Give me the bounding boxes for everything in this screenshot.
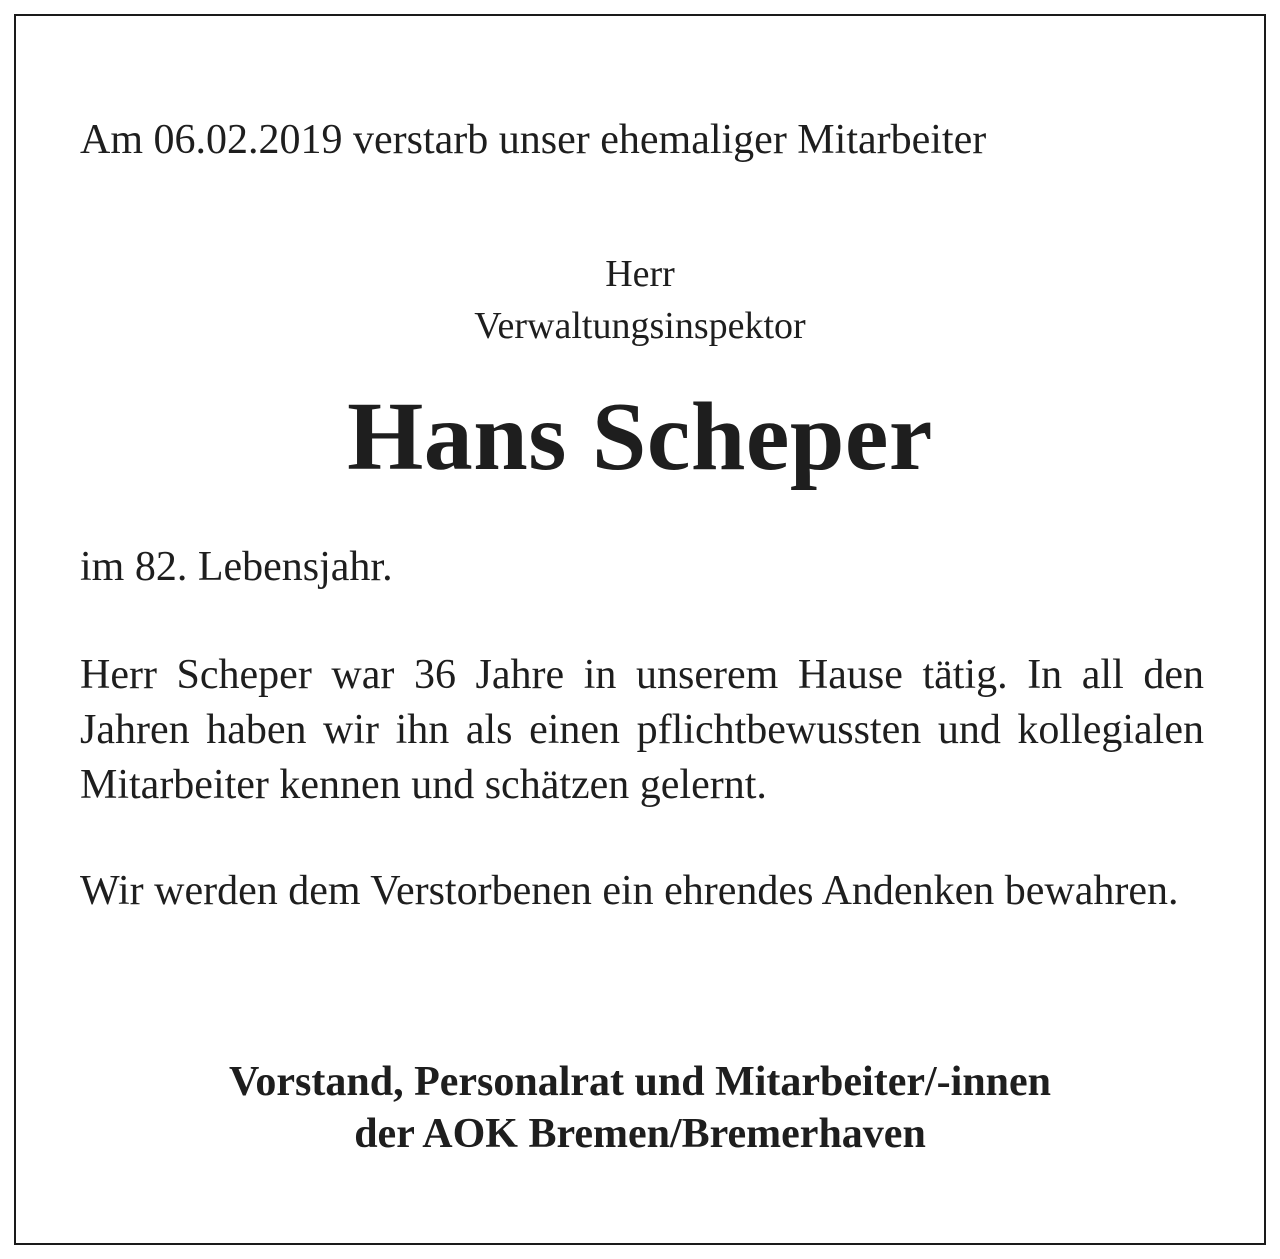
service-paragraph: Herr Scheper war 36 Jahre in unserem Hause tätig. In all den Jahren haben wir ihn als einen pflichtbewussten und kollegialen Mitarbeiter kennen und schätzen gelernt.	[80, 652, 1204, 808]
salutation: Herr	[605, 253, 675, 295]
job-title: Verwaltungsinspektor	[474, 305, 806, 347]
deceased-name: Hans Scheper	[347, 383, 933, 491]
memory-paragraph: Wir werden dem Verstorbenen ein ehrendes Andenken bewahren.	[80, 868, 1179, 914]
obituary-notice	[14, 14, 1266, 1245]
signature-line-1: Vorstand, Personalrat und Mitarbeiter/-innen	[228, 1059, 1052, 1105]
signature-line-2: der AOK Bremen/Bremerhaven	[354, 1111, 926, 1157]
intro-text: Am 06.02.2019 verstarb unser ehemaliger Mitarbeiter	[80, 117, 987, 163]
age-line: im 82. Lebensjahr.	[80, 544, 393, 590]
signature-block	[16, 1056, 1264, 1160]
